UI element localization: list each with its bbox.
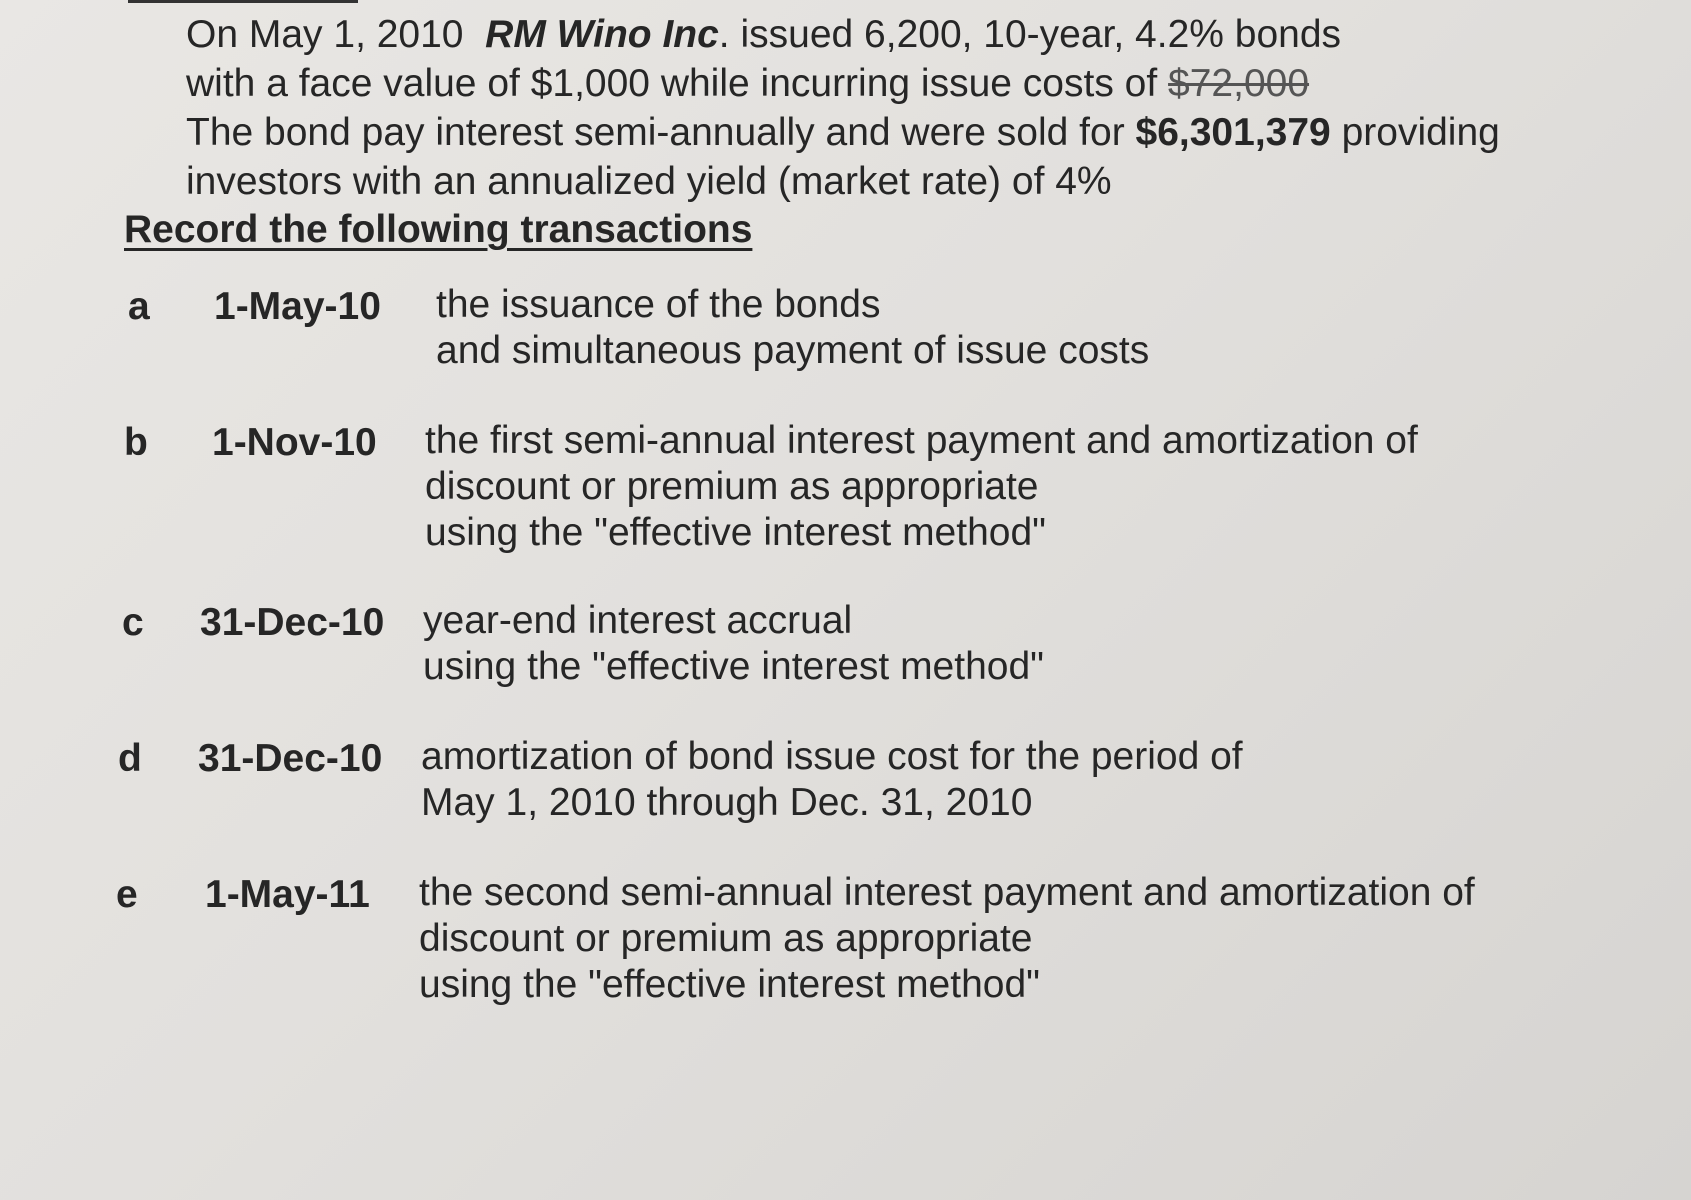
description-line: discount or premium as appropriate [419, 917, 1033, 960]
description-line: amortization of bond issue cost for the period of [421, 735, 1243, 778]
intro-line-3 [186, 108, 1500, 157]
top-rule [128, 0, 358, 3]
intro-bond-info: . issued 6,200, 10-year, 4.2% bonds [718, 13, 1342, 56]
transaction-date: 31-Dec-10 [198, 737, 383, 780]
intro-providing: providing [1341, 111, 1500, 154]
description-line: the issuance of the bonds [436, 283, 881, 326]
intro-face-value: with a face value of $1,000 while incurring issue costs of [186, 62, 1158, 105]
transaction-date: 1-May-11 [205, 873, 370, 916]
section-heading: Record the following transactions [124, 208, 753, 251]
intro-line-4: investors with an annualized yield (market rate) of 4% [186, 160, 1112, 203]
description-line: using the "effective interest method" [423, 645, 1044, 688]
sale-amount: $6,301,379 [1135, 111, 1331, 154]
description-line: and simultaneous payment of issue costs [436, 329, 1150, 372]
description-line: using the "effective interest method" [419, 963, 1040, 1006]
problem-intro [186, 10, 1500, 206]
transaction-date: 31-Dec-10 [200, 601, 385, 644]
company-name: RM Wino Inc [485, 13, 719, 56]
description-line: year-end interest accrual [423, 599, 853, 642]
description-line: the second semi-annual interest payment and amortization of [419, 871, 1475, 914]
transaction-description [423, 598, 1044, 690]
intro-line-2 [186, 59, 1500, 108]
transaction-description [436, 282, 1149, 374]
description-line: using the "effective interest method" [425, 511, 1046, 554]
description-line: discount or premium as appropriate [425, 465, 1039, 508]
transaction-description [425, 418, 1418, 556]
intro-date: On May 1, 2010 [186, 13, 464, 56]
transaction-letter: c [122, 601, 144, 644]
transaction-description [421, 734, 1243, 826]
description-line: May 1, 2010 through Dec. 31, 2010 [421, 781, 1033, 824]
transaction-letter: a [128, 285, 150, 328]
intro-line-1 [186, 10, 1500, 59]
transaction-date: 1-May-10 [214, 285, 381, 328]
description-line: the first semi-annual interest payment and amortization of [425, 419, 1418, 462]
intro-sale-text: The bond pay interest semi-annually and were sold for [186, 111, 1125, 154]
transaction-letter: b [124, 421, 148, 464]
issue-cost-amount: $72,000 [1168, 62, 1310, 105]
transaction-letter: d [118, 737, 142, 780]
transaction-letter: e [116, 873, 138, 916]
transaction-description [419, 870, 1475, 1008]
transaction-date: 1-Nov-10 [212, 421, 377, 464]
